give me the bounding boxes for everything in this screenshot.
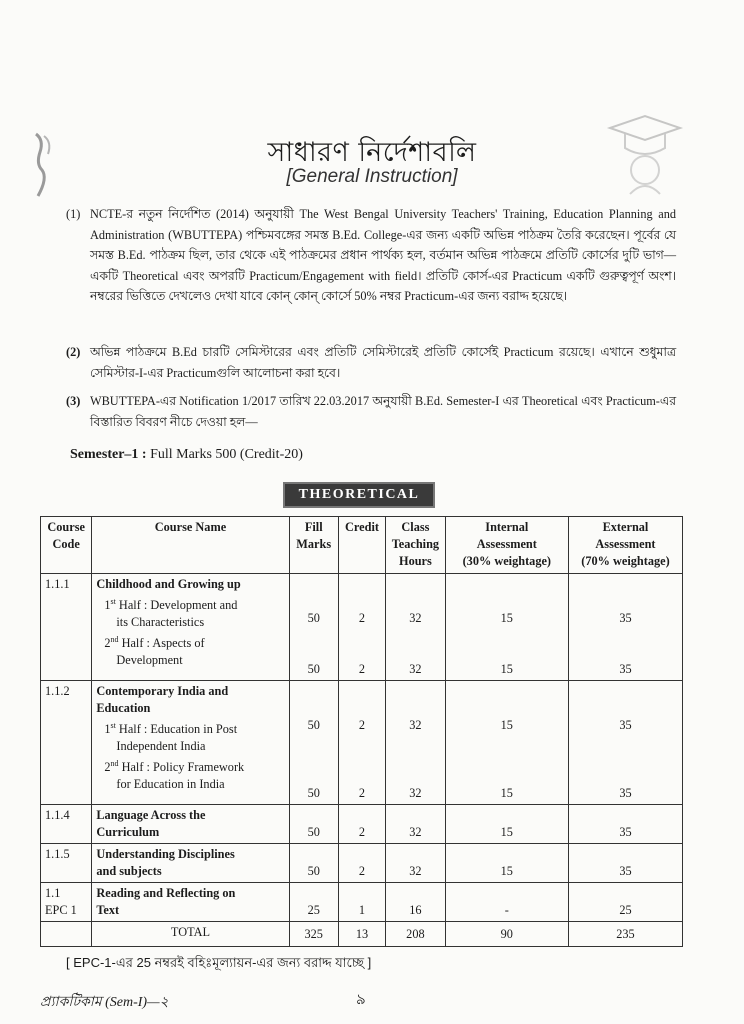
hours-cell: 32 32 [386,574,446,681]
course-code: 1.1.5 [41,844,92,883]
credit-cell: 2 [338,844,385,883]
credit-cell: 2 [338,805,385,844]
internal-cell: 15 [445,805,568,844]
header-course-name: Course Name [92,517,289,574]
course-code: 1.1 EPC 1 [41,883,92,922]
total-credit: 13 [338,922,385,947]
table-row [41,681,683,805]
hours-cell: 32 [386,844,446,883]
marks-cell: 50 50 [289,574,338,681]
table-row [41,844,683,883]
instruction-paragraph-2 [66,342,676,383]
paragraph-text: অভিন্ন পাঠক্রমে B.Ed চারটি সেমিস্টারের এবং প্রতিটি সেমিস্টারেই প্রতিটি কোর্সেই Practicum রয়েছে। এখানে শুধুমাত্র সেমিস্টার-I-এর Practicumগুলি আলোচনা করা হবে। [90,345,676,380]
external-cell: 35 35 [568,574,682,681]
marks-cell: 50 [289,805,338,844]
total-hours: 208 [386,922,446,947]
external-cell: 35 [568,844,682,883]
hours-cell: 16 [386,883,446,922]
table-row [41,574,683,681]
semester-heading [70,447,303,463]
course-name: Language Across the Curriculum [92,805,289,844]
header-full-marks: Fill Marks [289,517,338,574]
table-header-row [41,517,683,574]
table-row [41,805,683,844]
header-teaching-hours: Class Teaching Hours [386,517,446,574]
credit-cell: 1 [338,883,385,922]
course-name: Understanding Disciplines and subjects [92,844,289,883]
paragraph-number: (2) [66,345,81,359]
total-external: 235 [568,922,682,947]
marks-table [40,516,683,947]
external-cell: 25 [568,883,682,922]
course-name: Childhood and Growing up 1st Half : Development and its Characteristics 2nd Half : Aspects of Development [92,574,289,681]
semester-label: Semester–1 : [70,447,147,462]
hours-cell: 32 32 [386,681,446,805]
hours-cell: 32 [386,805,446,844]
internal-cell: - [445,883,568,922]
internal-cell: 15 15 [445,681,568,805]
page-number: ৯ [356,992,366,1008]
instruction-paragraph-1 [66,204,676,307]
course-code [41,922,92,947]
page-subtitle: [General Instruction] [286,166,458,187]
internal-cell: 15 15 [445,574,568,681]
table-note: [ EPC-1-এর 25 নম্বরই বহিঃমূল্যায়ন-এর জন্য বরাদ্দ যাচ্ছে ] [66,955,372,970]
instruction-paragraph-3 [66,391,676,432]
table-total-row [41,922,683,947]
total-marks: 325 [289,922,338,947]
page-title: সাধারণ নির্দেশাবলি [267,137,477,168]
header-course-code: Course Code [41,517,92,574]
header-external-assessment: External Assessment (70% weightage) [568,517,682,574]
marks-cell: 25 [289,883,338,922]
semester-info: Full Marks 500 (Credit-20) [150,447,303,462]
credit-cell: 2 2 [338,574,385,681]
course-name: Reading and Reflecting on Text [92,883,289,922]
paragraph-number: (3) [66,394,81,408]
internal-cell: 15 [445,844,568,883]
course-code: 1.1.4 [41,805,92,844]
paragraph-text: NCTE-র নতুন নির্দেশিত (2014) অনুযায়ী The West Bengal University Teachers' Training, Education Planning and Administration (WBUTTEPA) পশ্চিমবঙ্গের সমস্ত B.Ed. College-এর জন্য একটি অভিন্ন পাঠক্রম তৈরি করেছেন। পূর্বের যে সমস্ত B.Ed. পাঠক্রম ছিল, তার থেকে এই পাঠক্রমের প্রধান পার্থক্য হল, বর্তমান অভিন্ন পাঠক্রমে প্রতিটি কোর্সের দুটি ভাগ—একটি Theoretical এবং অপরটি Practicum/Engagement with field। প্রতিটি কোর্স-এর Practicum একটি গুরুত্বপূর্ণ অংশ। নম্বরের ভিত্তিতে দেখলেও দেখা যাবে কোন্ কোন্ কোর্সে 50% নম্বর Practicum-এর জন্য বরাদ্দ হয়েছে। [90,207,676,303]
external-cell: 35 [568,805,682,844]
external-cell: 35 35 [568,681,682,805]
course-code: 1.1.2 [41,681,92,805]
paragraph-text: WBUTTEPA-এর Notification 1/2017 তারিখ 22.03.2017 অনুযায়ী B.Ed. Semester-I এর Theoretical এবং Practicum-এর বিস্তারিত বিবরণ নীচে দেওয়া হল— [90,394,676,429]
course-code: 1.1.1 [41,574,92,681]
paragraph-number: (1) [66,207,81,221]
credit-cell: 2 2 [338,681,385,805]
marks-cell: 50 [289,844,338,883]
running-footer: প্র্যাকটিকাম (Sem-I)—২ [40,995,169,1010]
marks-cell: 50 50 [289,681,338,805]
total-label: TOTAL [92,922,289,947]
header-credit: Credit [338,517,385,574]
course-name: Contemporary India and Education 1st Half : Education in Post Independent India 2nd Half : Policy Framework for Education in India [92,681,289,805]
theoretical-banner: THEORETICAL [283,482,435,508]
table-row [41,883,683,922]
total-internal: 90 [445,922,568,947]
header-internal-assessment: Internal Assessment (30% weightage) [445,517,568,574]
